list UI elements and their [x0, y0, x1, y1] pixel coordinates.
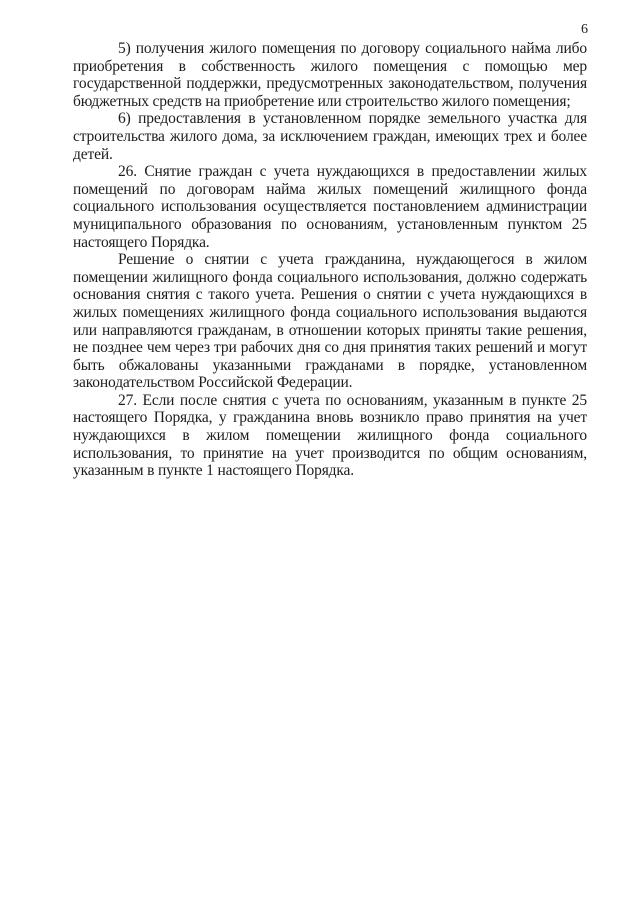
paragraph-removal-decision: Решение о снятии с учета гражданина, нуждающегося в жилом помещении жилищного фонда социального использования, должно содержать основания снятия с такого учета. Решения о снятии с учета нуждающихся в жилых помещениях жилищного фонда социального использования выдаются или направляются гражданам, в отношении которых приняты такие решения, не позднее чем через три рабочих дня со дня принятия таких решений и могут быть обжалованы указанными гражданами в порядке, установленном законодательством Российской Федерации. — [73, 251, 587, 392]
page-number: 6 — [581, 22, 588, 37]
paragraph-item-6: 6) предоставления в установленном порядке земельного участка для строительства жилого дома, за исключением граждан, имеющих трех и более детей. — [73, 110, 587, 163]
document-body — [73, 40, 587, 480]
paragraph-section-26: 26. Снятие граждан с учета нуждающихся в предоставлении жилых помещений по договорам найма жилых помещений жилищного фонда социального использования осуществляется постановлением администрации муниципального образования по основаниям, установленным пунктом 25 настоящего Порядка. — [73, 163, 587, 251]
paragraph-item-5: 5) получения жилого помещения по договору социального найма либо приобретения в собственность жилого помещения с помощью мер государственной поддержки, предусмотренных законодательством, получения бюджетных средств на приобретение или строительство жилого помещения; — [73, 40, 587, 110]
paragraph-section-27: 27. Если после снятия с учета по основаниям, указанным в пункте 25 настоящего Порядка, у гражданина вновь возникло право принятия на учет нуждающихся в жилом помещении жилищного фонда социального использования, то принятие на учет производится по общим основаниям, указанным в пункте 1 настоящего Порядка. — [73, 391, 587, 480]
